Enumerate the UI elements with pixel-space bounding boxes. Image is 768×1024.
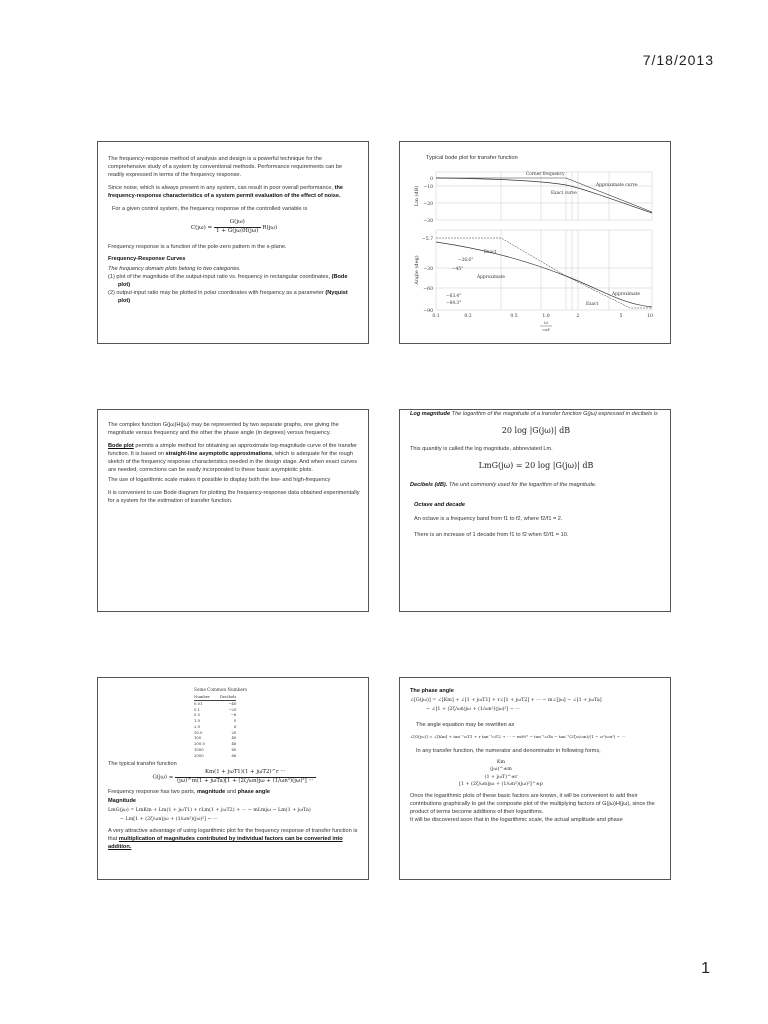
log-scale-text: The use of logarithmic scale makes it possible to display both the low- and high-frequency [108,476,331,483]
table-cell: 0.5 [194,712,201,718]
bode-plot-figure [400,142,671,344]
tf-numerator: Km(1 + jωT1)(1 + jωT2)^r ··· [175,769,316,778]
phase-ytick-2: −60 [423,287,433,292]
mag-ytick-1: −10 [423,185,433,190]
bode-category-item [108,274,360,290]
phase-angle-heading-text: The phase angle [410,688,454,694]
pole-zero-text: Frequency response is a function of the pole-zero pattern in the s-plane. [108,243,287,250]
log-magnitude-definition [410,411,662,419]
advantage-b-text: multiplication of magnitudes contributed by individual factors can be converted into addition. [108,836,343,851]
phase-ytick-3: −90 [423,309,433,314]
equation-fraction [214,219,260,236]
bode-text-c: , which is adequate for the rough sketch of the frequency response characteristics needed in the design stage. And when exact curves are needed, corrections can be easily incorporated to these basic asymptotic plots. [108,450,358,473]
table-cell: 40 [231,735,237,741]
table-cell: 46 [231,741,237,747]
slide-4-log-magnitude [399,409,671,612]
nyquist-item-bold: (Nyquist plot) [118,290,348,305]
factor-first-order: (1 + jωT)^±r [484,774,518,780]
basic-factors-list [399,759,662,788]
slide-2-bode-plot [399,141,671,344]
xtick-1: 0.2 [464,314,472,319]
equation-denominator: 1 + G(jω)H(jω) [216,227,259,234]
bode-plot-term-text: Bode plot [108,442,134,449]
mag-ytick-3: −30 [423,219,433,224]
phase-equation-arctan: ∠[G(jω)] = ∠[Km] + tan⁻¹ωT1 + r tan⁻¹ωT2 + ··· − m90° − tan⁻¹ωTa − tan⁻¹(2ζω/ωn)/(1 − ω²/ωn²) − ··· [410,734,626,740]
curves-heading-text: Frequency-Response Curves [108,256,186,263]
table-cell: 66 [231,752,237,758]
two-parts-text [108,789,360,797]
approximate-curve-label: Approximate curve [596,183,638,188]
phase-equation-line-1: ∠[G(jω)] = ∠[Km] + ∠[1 + jωT1] + r∠[1 + jωT2] + ··· − m∠[jω] − ∠[1 + jωTa] [410,697,602,703]
table-header-number: Number [194,694,220,700]
table-cell: 1.0 [194,718,201,724]
tf-lhs: G(jω) = [152,775,174,782]
intro-paragraph: The frequency-response method of analysis and design is a powerful technique for the comprehensive study of a system by conventional methods. Performance requirements can be readily expressed in terms of the frequency response. [108,156,343,178]
typical-transfer-function-text: The typical transfer function [108,760,177,767]
xtick-3: 1.0 [542,314,550,319]
bode-plot-paragraph [108,443,360,475]
slide-1-frequency-response-intro [97,141,369,344]
magnitude-axis-label: Lm (dB) [414,185,420,207]
tf-denominator: (jω)^m(1 + jωTa)[1 + (2ζ/ωn)jω + (1/ωn²)(jω)²] ··· [176,778,314,785]
slide-3-bode-plot-description [97,409,369,612]
approximate-phase-label: Approximate [477,275,505,280]
decade-text: There is an increase of 1 decade from f1 to f2 when f2/f1 = 10. [414,532,569,539]
equation-lhs: C(jω) = [190,224,213,231]
closed-loop-equation [108,219,360,236]
approximate-phase-label-2: Approximate [612,292,640,297]
phase-ytick-0: −5.7 [421,237,433,242]
tf-fraction [175,769,316,785]
angle-label-63: −63.4° [446,294,462,299]
experimental-data-text: It is convenient to use Bode diagram for plotting the frequency-response data obtained experimentally for a system for the estimation of transfer function. [108,489,360,504]
log-advantage-text [108,828,360,852]
two-parts-a: Frequency response has two parts, [108,788,197,795]
advantage-b [108,836,343,850]
bode-plot-term [108,443,134,449]
xtick-0: 0.1 [432,314,440,319]
noise-bold-text: the frequency-response characteristics of a system permit evaluation of the effect of noise. [108,184,344,199]
equation-rhs: R(jω) [262,224,278,231]
decibels-text: The unit commonly used for the logarithm of the magnitude. [447,481,597,488]
factor-integrator: (jω)^±m [490,767,512,773]
complex-function-text: The complex function G(jω)H(jω) may be represented by two separate graphs, one giving the magnitude versus frequency and the other the phase angle (in degrees) versus frequency. [108,422,339,436]
db-equation: 20 log |G(jω)| dB [501,425,571,435]
common-numbers-table-title: Some Common Numbers [194,687,248,692]
log-magnitude-text: The logarithm of the magnitude of a transfer function G(jω) expressed in decibels is [450,411,658,417]
discover-text: It will be discovered soon that in the logarithmic scale, the actual amplitude and phase [410,816,623,823]
octave-decade-heading-text: Octave and decade [414,501,465,508]
phase-approximate-curve [436,238,652,308]
angle-label-26: −26.6° [458,258,474,263]
bode-plot-caption: Typical bode plot for transfer function [426,155,518,161]
rewritten-text: The angle equation may be rewritten as [416,721,515,728]
composite-plot-text: Once the logarithmic plots of these basic factors are known, it will be convenient to add their contributions graphically to get the composite plot of the multiplying factors of G(jω)H(jω), since the product of terms become additions of their logarithms. [410,792,655,815]
phase-equation-line-2: − ∠[1 + (2ζ/ωn)jω + (1/ωn²)(jω)²] − ··· [426,706,520,712]
angle-label-45: −45° [452,267,464,272]
transfer-function-equation [108,769,360,785]
magnitude-heading-text: Magnitude [108,797,136,804]
noise-text: Since noise, which is always present in any system, can result in poor overall performance, [108,184,335,191]
mag-ytick-2: −20 [423,202,433,207]
decibels-definition [410,482,662,490]
handout-date: 7/18/2013 [642,52,714,68]
angle-label-84: −84.3° [446,301,462,306]
xtick-2: 0.5 [510,314,518,319]
table-cell: 10.0 [194,729,203,735]
table-cell: 1000 [194,746,204,752]
page-number: 1 [701,960,710,977]
table-cell: 0.1 [194,706,201,712]
lm-sum-equation-line-1: LmG(jω) = LmKm + Lm(1 + jωT1) + rLm(1 + jωT2) + ··· − mLmjω − Lm(1 + jωTa) [108,807,311,813]
slide-6-phase-angle [399,677,671,880]
two-parts-phase: phase angle [237,788,271,795]
phase-exact-curve [436,242,652,307]
two-parts-magnitude: magnitude [196,788,226,795]
table-cell: 2.0 [194,723,201,729]
table-cell: 0 [233,718,237,724]
x-axis-label: ω [544,321,548,326]
xtick-4: 2 [576,314,580,319]
advantage-a: A very attractive advantage of using logarithmic plot for the frequency response of transfer function is that [108,828,358,843]
decibels-heading: Decibels (dB). [410,481,448,488]
xtick-5: 5 [619,314,623,319]
factor-quadratic: [1 + (2ζ/ωn)jω + (1/ωn²)(jω)²]^±p [459,781,543,787]
phase-angle-heading [410,688,662,696]
table-cell: 60 [231,746,237,752]
exact-phase-label: Exact [484,250,497,255]
lm-equation: LmG(jω) = 20 log |G(jω)| dB [478,461,594,471]
common-numbers-table [194,694,236,759]
two-parts-and: and [225,788,238,795]
bode-text-a: permits a simple method for obtaining an approximate log-magnitude curve of the transfer function. It is based on [108,442,358,457]
table-cell: 200.0 [194,741,205,747]
bode-item-text: (1) plot of the magnitude of the output-input ratio vs. frequency in rectangular coordinates, [108,274,332,281]
x-axis-label-sub: ωcf [542,327,550,332]
table-cell: 20 [231,729,237,735]
phase-ytick-1: −30 [423,267,433,272]
table-cell: −20 [228,706,237,712]
categories-text: The frequency domain plots belong to two categories. [108,266,241,273]
magnitude-heading [108,798,360,806]
slide-5-typical-transfer-function [97,677,369,880]
curves-heading [108,256,360,264]
octave-text: An octave is a frequency band from f1 to f2, where f2/f1 = 2. [414,516,563,523]
asymptotic-approx-bold: straight-line asymptotic approximations [165,450,272,457]
phase-axis-label: Angle (deg) [414,255,420,285]
table-header-decibels: Decibels [219,693,237,699]
nyquist-category-item [108,290,360,306]
log-magnitude-heading: Log magnitude [410,411,451,417]
bode-item-bold: (Bode plot) [118,274,348,289]
lm-called-text: This quantity is called the log magnitude, abbreviated Lm. [410,446,553,453]
nyquist-item-text: (2) output-input ratio may be plotted in polar coordinates with frequency as a parameter [108,290,326,297]
exact-phase-label-2: Exact [586,302,599,307]
table-cell: −6 [230,712,237,718]
exact-curve-label: Exact curve [551,191,577,196]
equation-numerator: G(jω) [214,219,260,228]
table-cell: 6 [233,723,237,729]
noise-paragraph [108,185,360,201]
xtick-6: 10 [647,314,653,319]
lm-sum-equation-line-2: − Lm[1 + (2ζ/ωn)jω + (1/ωn²)(jω)²] − ··· [120,816,218,822]
corner-frequency-label: Corner frequency [526,172,565,177]
table-cell: −40 [228,700,237,706]
table-cell: 100 [194,735,202,741]
table-cell: 2000 [194,752,204,758]
numerator-denominator-text: In any transfer function, the numerator and denominator in following forms, [416,748,601,755]
octave-decade-heading [414,502,662,510]
factor-gain: Km [496,760,506,766]
given-system-text: For a given control system, the frequency response of the controlled variable is [112,205,308,212]
mag-ytick-0: 0 [430,177,433,182]
table-cell: 0.01 [194,700,203,706]
